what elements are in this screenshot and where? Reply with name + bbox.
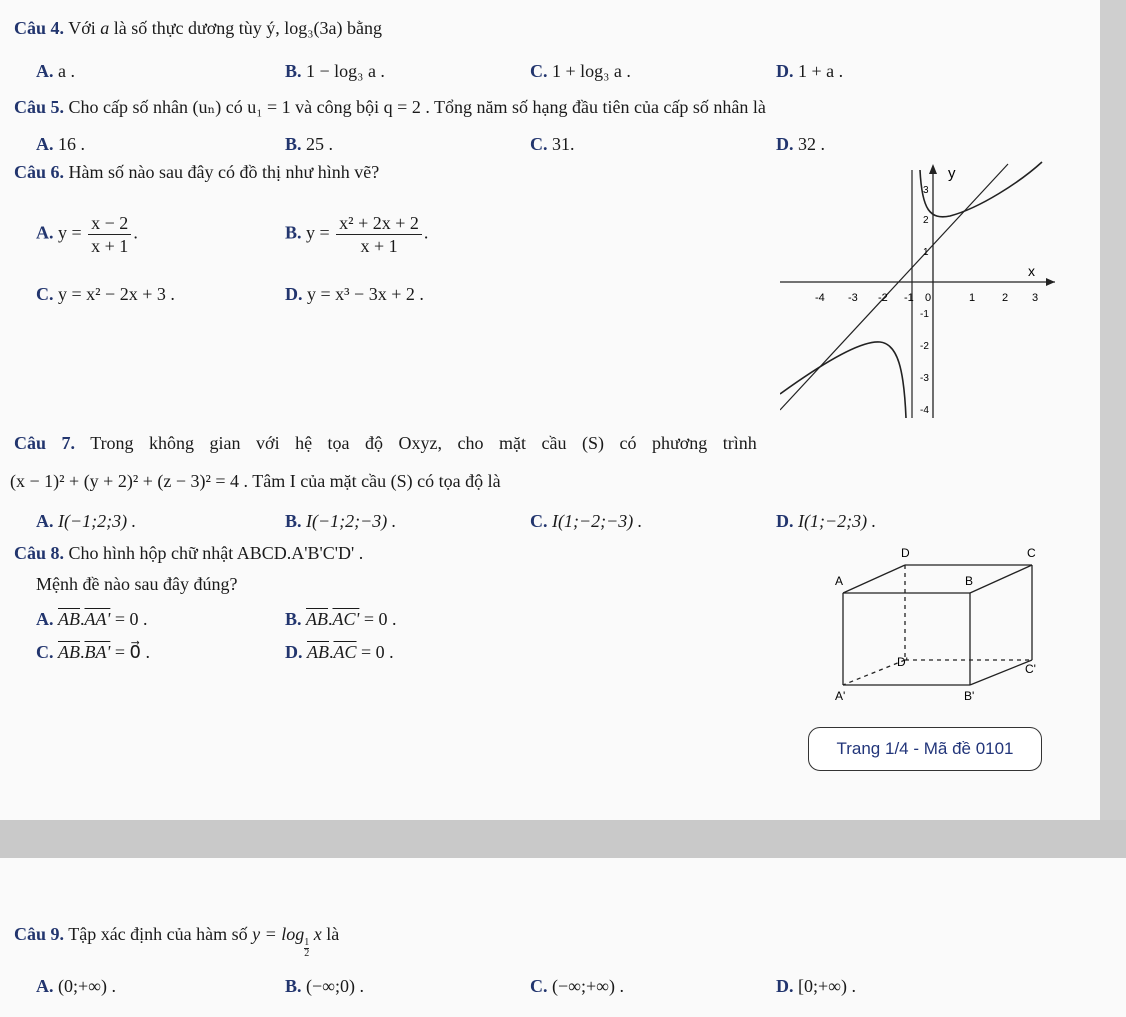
vertex-label-b1: B' (964, 689, 975, 703)
exam-page-2 (0, 858, 1126, 1017)
y-axis-arrow-icon (929, 164, 937, 174)
q4-label: Câu 4. (14, 18, 65, 38)
edge-c1b1 (970, 660, 1032, 685)
q7-stem-line-1 (14, 433, 757, 454)
origin-label: 0 (925, 292, 932, 304)
y-tick-label: -2 (920, 341, 929, 352)
x-tick-label: -1 (904, 292, 914, 304)
q7-option-c[interactable]: C. I(1;−2;−3) . (530, 511, 643, 531)
q5-stem (14, 97, 766, 118)
vertex-label-d: D (901, 546, 910, 560)
vertex-label-a1: A' (835, 689, 846, 703)
q8-stem-text-2: Mệnh đề nào sau đây đúng? (36, 574, 238, 594)
y-tick-label: -4 (920, 405, 929, 416)
q9-option-a[interactable]: A. (0;+∞) . (36, 976, 116, 996)
x-tick-label: -2 (878, 292, 888, 304)
page-footer-badge: Trang 1/4 - Mã đề 0101 (808, 727, 1042, 771)
curve-right-branch (920, 162, 1042, 217)
y-tick-label: -1 (920, 309, 929, 320)
q7-option-a[interactable]: A. I(−1;2;3) . (36, 511, 137, 531)
q5-label: Câu 5. (14, 97, 65, 117)
q7-stem-line-2 (10, 471, 501, 492)
q8-label: Câu 8. (14, 543, 65, 563)
q8-option-d[interactable]: D. $\overline{AB}.\overline{AC} = 0$ . (285, 642, 394, 662)
q9-stem-var: x (313, 924, 322, 944)
q6-function-graph (780, 160, 1100, 425)
q4-stem-c: là số thực dương tùy ý, (113, 18, 280, 38)
vertex-label-d1: D' (897, 655, 908, 669)
q9-stem-a: Tập xác định của hàm số (68, 924, 248, 944)
x-tick-label: 2 (1002, 292, 1009, 304)
x-tick-label: 1 (969, 292, 976, 304)
q6-option-b[interactable]: B. y = $\frac{\text{x² + 2x + 2}}{x + 1}$ . (285, 213, 429, 256)
y-axis-label: y (948, 165, 956, 182)
q6-option-a[interactable]: A. y = $\frac{x - 2}{x + 1}$ . (36, 213, 138, 256)
q8-option-b[interactable]: B. $\overline{AB}.AC' = 0$ . (285, 609, 397, 629)
q9-stem (14, 924, 339, 959)
q8-option-c[interactable]: C. $\overline{AB}.BA'$ = 0⃗ . (36, 642, 150, 662)
q8-stem-text-1: Cho hình hộp chữ nhật ABCD.A'B'C'D' . (68, 543, 364, 563)
edge-d1a1-hidden (843, 660, 905, 685)
q9-option-d[interactable]: D. [0;+∞) . (776, 976, 856, 996)
q9-label: Câu 9. (14, 924, 65, 944)
q4-stem-a: Với (68, 18, 96, 38)
q8-stem-line-2 (36, 574, 237, 595)
oblique-asymptote (780, 164, 1008, 410)
q8-option-a[interactable]: A. $\overline{AB}.AA' = 0$ . (36, 609, 148, 629)
q6-stem (14, 162, 379, 183)
page-separator (0, 820, 1126, 858)
vertex-label-c1: C' (1025, 662, 1036, 676)
q4-option-d[interactable]: D. 1 + a . (776, 61, 844, 81)
q8-box-diagram (825, 535, 1065, 710)
q5-stem-text: Cho cấp số nhân (uₙ) có u₁ = 1 và công bội q = 2 . Tổng năm số hạng đầu tiên của cấp số nhân là (68, 97, 766, 117)
q9-stem-end: là (326, 924, 340, 944)
x-tick-label: 3 (1032, 292, 1039, 304)
y-tick-label: 1 (923, 247, 929, 258)
q4-option-b[interactable]: B. 1 − log₃ a . (285, 61, 385, 81)
x-tick-label: -4 (815, 292, 825, 304)
x-axis-arrow-icon (1046, 278, 1055, 286)
q7-option-d[interactable]: D. I(1;−2;3) . (776, 511, 877, 531)
q5-option-a[interactable]: A. 16 . (36, 134, 85, 154)
vertex-label-c: C (1027, 546, 1036, 560)
y-tick-label: 2 (923, 215, 929, 226)
q6-label: Câu 6. (14, 162, 65, 182)
q4-stem (14, 18, 382, 39)
x-axis-label: x (1028, 263, 1035, 279)
q6-option-d[interactable]: D. y = x³ − 3x + 2 . (285, 284, 424, 304)
q4-option-c[interactable]: C. 1 + log₃ a . (530, 61, 631, 81)
q7-label: Câu 7. (14, 433, 76, 453)
q8-stem-line-1 (14, 543, 363, 564)
q4-stem-var: a (100, 18, 110, 38)
vertex-label-a: A (835, 574, 844, 588)
q9-option-c[interactable]: C. (−∞;+∞) . (530, 976, 624, 996)
q7-stem-text-2: (x − 1)² + (y + 2)² + (z − 3)² = 4 . Tâm I của mặt cầu (S) có tọa độ là (10, 471, 501, 491)
q5-option-d[interactable]: D. 32 . (776, 134, 825, 154)
q6-option-c[interactable]: C. y = x² − 2x + 3 . (36, 284, 175, 304)
q4-stem-expr: log₃(3a) (284, 18, 343, 38)
q9-log-base: $\frac{1}{2}$ (304, 937, 310, 959)
q7-stem-text-1: Trong không gian với hệ tọa độ Oxyz, cho mặt cầu (S) có phương trình (90, 433, 757, 453)
y-tick-label: -3 (920, 373, 929, 384)
curve-left-branch (780, 342, 906, 418)
q5-option-b[interactable]: B. 25 . (285, 134, 334, 154)
q9-option-b[interactable]: B. (−∞;0) . (285, 976, 364, 996)
q4-stem-end: bằng (347, 18, 383, 38)
page-shadow-edge (1100, 0, 1126, 858)
vertex-label-b: B (965, 574, 974, 588)
q9-stem-expr: y = log (252, 924, 305, 944)
x-tick-label: -3 (848, 292, 858, 304)
y-tick-label: 3 (923, 185, 929, 196)
q5-option-c[interactable]: C. 31. (530, 134, 575, 154)
q6-stem-text: Hàm số nào sau đây có đồ thị như hình vẽ? (68, 162, 380, 182)
edge-ad (843, 565, 905, 593)
q7-option-b[interactable]: B. I(−1;2;−3) . (285, 511, 397, 531)
q4-option-a[interactable]: A. a . (36, 61, 75, 81)
edge-cb (970, 565, 1032, 593)
